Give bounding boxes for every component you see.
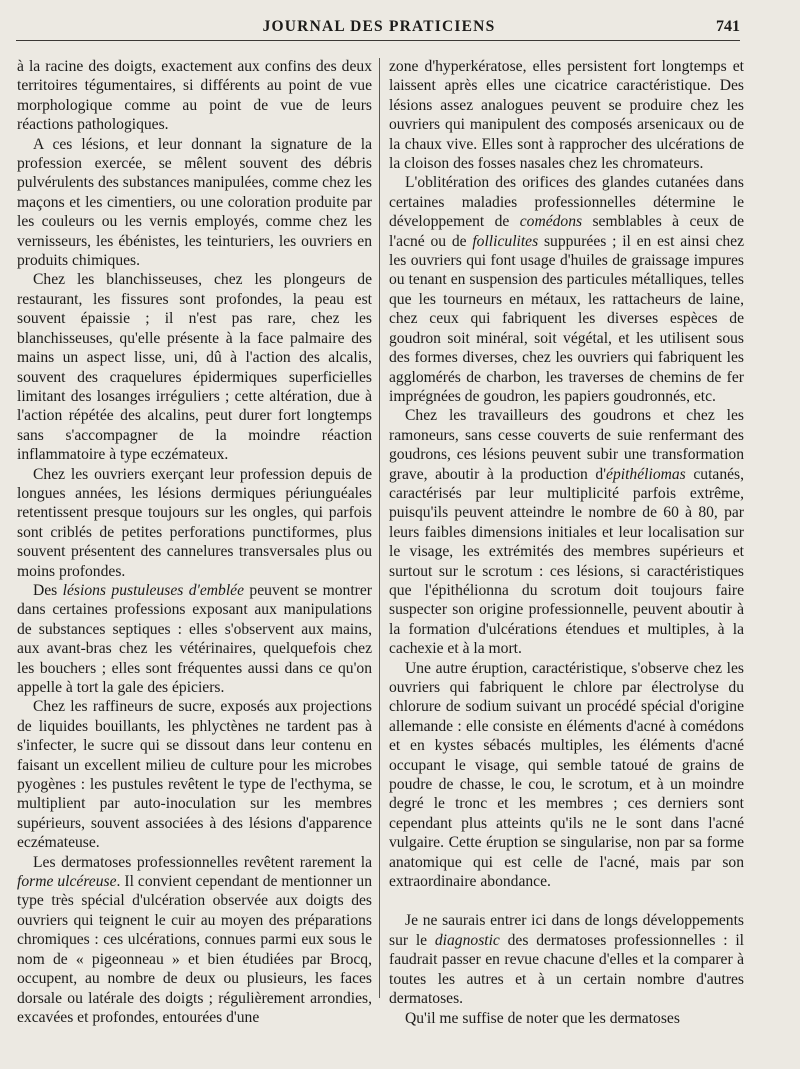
emphasis: diagnostic <box>434 931 500 949</box>
page-number: 741 <box>716 18 740 35</box>
paragraph: Chez les raffineurs de sucre, exposés aux projections de liquides bouillants, les phlyctènes ne tardent pas à s'infecter, le sucre qui se dissout dans leur contenu en faisant un excellent milieu de culture pour les microbes pyogènes : les pustules revêtent le type de l'ecthyma, se multiplient par auto-inoculation sur les membres supérieurs, souvent associées à des lésions d'apparence eczémateuse. <box>17 698 372 852</box>
emphasis: épithéliomas <box>606 465 686 483</box>
paragraph: Une autre éruption, caractéristique, s'observe chez les ouvriers qui fabriquent le chlore par électrolyse du chlorure de sodium suivant un procédé spécial d'origine allemande : elle consiste en éléments d'acné à comédons et en kystes sébacés multiples, les éléments d'acné occupant le visage, qui semble tatoué de grains de poudre de chasse, le cou, le scrotum, et à un moindre degré le tronc et les membres ; ces derniers sont cependant plus atteints qu'ils ne le sont dans l'acné vulgaire. Cette éruption se singularise, non par sa forme anatomique qui est celle de l'acné, mais par son extraordinaire abondance. <box>389 659 744 891</box>
paragraph: à la racine des doigts, exactement aux confins des deux territoires tégumentaires, si différents au point de vue morphologique comme au point de vue de leurs réactions pathologiques. <box>17 58 372 134</box>
paragraph: Chez les blanchisseuses, chez les plongeurs de restaurant, les fissures sont profondes, la peau est souvent épaissie ; il n'est pas rare, chez les blanchisseuses, qu'elle présente à la face palmaire des mains un aspect lisse, uni, dû à l'action des alcalis, souvent des craquelures épidermiques superficielles limitant des losanges irréguliers ; cette altération, due à l'action répétée des alcalins, peut durer fort longtemps sans s'accompagner de la moindre réaction inflammatoire à type eczémateux. <box>17 271 372 464</box>
right-column <box>389 57 744 1028</box>
paragraph <box>17 853 372 1028</box>
emphasis: forme ulcéreuse <box>17 873 117 891</box>
text-run: peuvent se montrer dans certaines professions exposant aux manipulations de substances septiques : elles s'observent aux mains, aux avant-bras chez les vétérinaires, quelquefois chez les bouchers ; elles sont fréquentes aussi dans ce qu'on appelle à tort la gale des épiciers. <box>17 581 372 696</box>
text-run: L'oblitération des orifices des glandes cutanées dans certaines maladies professionnelles détermine le développement de <box>389 174 744 231</box>
emphasis: comédons <box>519 213 583 231</box>
paragraph: A ces lésions, et leur donnant la signature de la profession exercée, se mêlent souvent des débris pulvérulents des substances manipulées, comme chez les maçons et les cimentiers, ou une coloration produite par les couleurs ou les vernis employés, comme chez les vernisseurs, les ébénistes, les teinturiers, les ouvriers en produits chimiques. <box>17 135 372 270</box>
journal-title: JOURNAL DES PRATICIENS <box>262 18 496 35</box>
paragraph <box>17 581 372 697</box>
text-run: . Il convient cependant de mentionner un type très spécial d'ulcération observée aux doigts des ouvriers qui teignent le cuir au moyen des préparations chromiques : ces ulcérations, connues parmi eux sous le nom de « pigeonneau » et bien étudiées par Brocq, occupent, au nombre de deux ou plusieurs, les faces dorsale ou latérale des doigts ; régulièrement arrondies, excavées et profondes, entourées d'une <box>17 873 373 1026</box>
running-header <box>18 18 740 40</box>
paragraph: Qu'il me suffise de noter que les dermatoses <box>405 1009 680 1027</box>
text-run: semblables à ceux de l'acné ou de <box>389 213 744 250</box>
text-run: cutanés, caractérisés par leur multiplicité parfois extrême, puisqu'ils peuvent atteindre le nombre de 60 à 80, par leurs faibles dimensions initiales et leur localisation sur le visage, les extrémités des membres supérieurs et surtout sur le scrotum : ces lésions, si caractéristiques que l'épithélionna du scrotum doit toujours faire suspecter son origine professionnelle, peuvent aboutir à la formation d'ulcérations étendues et multiples, à la cachexie et à la mort. <box>389 465 745 658</box>
paragraph: Chez les ouvriers exerçant leur profession depuis de longues années, les lésions dermiques périunguéales retentissent presque toujours sur les ongles, qui parfois sont criblés de petites perforations punctiformes, plus souvent présentent des cannelures transversales plus ou moins profondes. <box>17 465 372 580</box>
emphasis: folliculites <box>472 232 539 250</box>
text-run: Chez les travailleurs des goudrons et chez les ramoneurs, sans cesse couverts de suie renfermant des goudrons, ces lésions peuvent subir une transformation grave, aboutir à la production d' <box>389 407 744 483</box>
column-divider <box>379 58 380 998</box>
text-run: Les dermatoses professionnelles revêtent rarement la <box>33 853 372 871</box>
header-rule <box>16 40 740 41</box>
text-run: Des <box>33 581 63 599</box>
text-run: des dermatoses professionnelles : il faudrait passer en revue chacune d'elles et la comparer à toutes les autres et à un certain nombre d'autres dermatoses. <box>389 931 745 1008</box>
paragraph <box>389 173 744 406</box>
paragraph: zone d'hyperkératose, elles persistent fort longtemps et laissent après elles une cicatrice caractéristique. Des lésions assez analogues peuvent se produire chez les ouvriers qui manipulent des composés arsenicaux ou de la chaux vive. Elles sont à rapprocher des ulcérations de la cloison des fosses nasales chez les chromateurs. <box>389 58 744 173</box>
text-run: suppurées ; il en est ainsi chez les ouvriers qui font usage d'huiles de graissage impures ou tenant en suspension des particules métalliques, telles que les tourneurs en métaux, les rattacheurs de laine, chez ceux qui fabriquent les diverses espèces de goudron soit minéral, soit végétal, et les utilisent sous des formes diverses, chez les ouvriers qui fabriquent les agglomérés de charbon, les traverses de chemins de fer imprégnées de goudron, les papiers goudronnés, etc. <box>389 232 745 405</box>
emphasis: lésions pustuleuses d'emblée <box>62 581 245 599</box>
left-column <box>17 57 372 1027</box>
paragraph <box>389 911 744 1008</box>
paragraph <box>389 406 744 658</box>
text-run: Je ne saurais entrer ici dans de longs développements sur le <box>389 912 744 949</box>
